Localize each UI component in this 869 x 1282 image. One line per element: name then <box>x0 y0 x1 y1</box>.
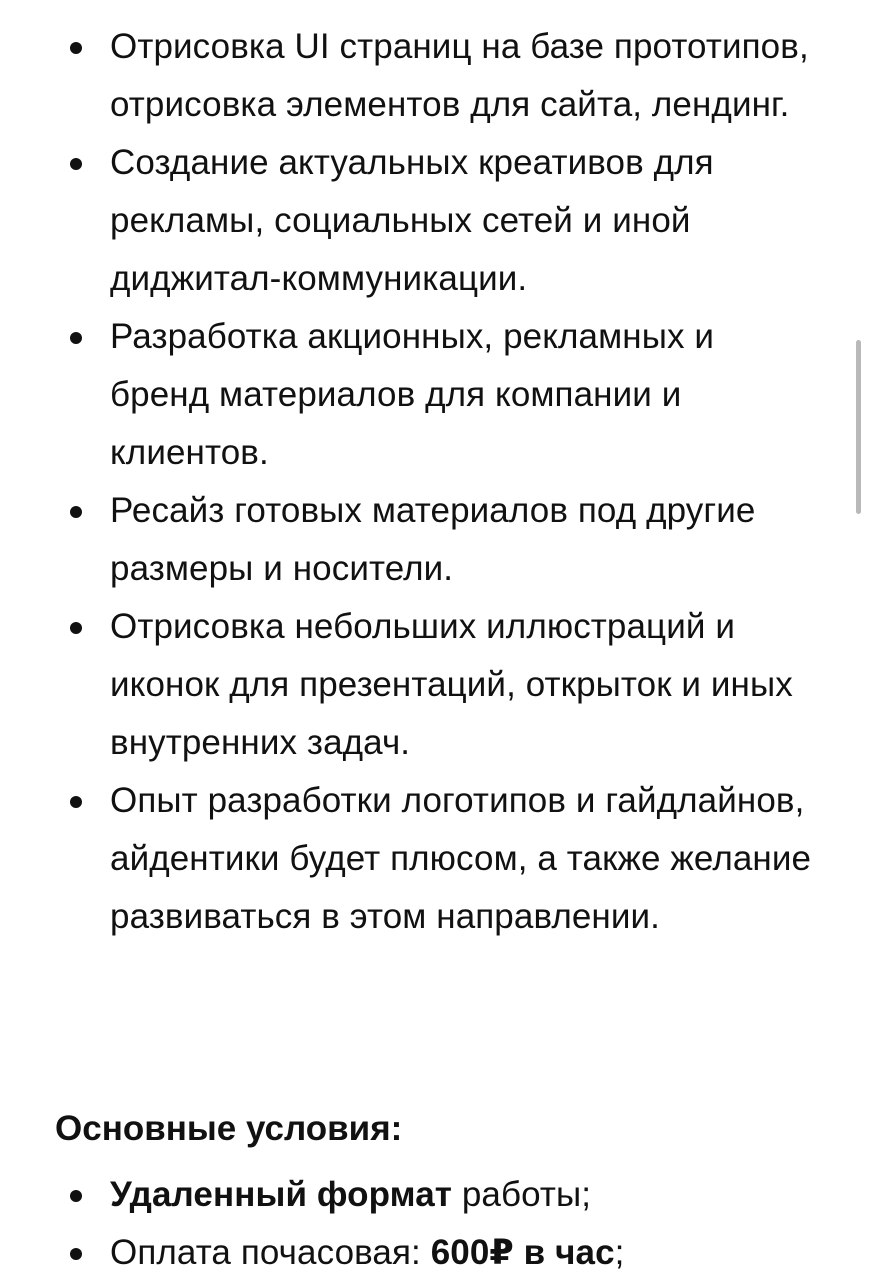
section-heading: Основные условия: <box>55 1109 403 1148</box>
bullet-icon <box>70 158 82 170</box>
condition-text: ; <box>614 1233 625 1272</box>
condition-bold-text: 600₽ в час <box>430 1233 615 1272</box>
bullet-icon <box>70 622 82 634</box>
duties-list <box>0 18 820 946</box>
condition-bold-text: Удаленный формат <box>110 1175 452 1214</box>
list-item-text: Отрисовка небольших иллюстраций и иконок для презентаций, открыток и иных внутренних задач. <box>110 607 793 762</box>
list-item <box>0 1224 820 1282</box>
bullet-icon <box>70 332 82 344</box>
bullet-icon <box>70 796 82 808</box>
conditions-list <box>0 1166 820 1282</box>
bullet-icon <box>70 1248 82 1260</box>
bullet-icon <box>70 506 82 518</box>
condition-text: работы; <box>452 1175 592 1214</box>
list-item-text: Создание актуальных креативов для рекламы, социальных сетей и иной диджитал-коммуникации. <box>110 143 714 298</box>
list-item <box>0 134 820 308</box>
list-item <box>0 308 820 482</box>
list-item-text: Ресайз готовых материалов под другие размеры и носители. <box>110 491 756 588</box>
bullet-icon <box>70 42 82 54</box>
bullet-icon <box>70 1190 82 1202</box>
scrollbar[interactable] <box>856 340 861 514</box>
list-item <box>0 772 820 946</box>
list-item-text: Разработка акционных, рекламных и бренд материалов для компании и клиентов. <box>110 317 715 472</box>
list-item <box>0 482 820 598</box>
list-item <box>0 1166 820 1224</box>
list-item-text: Отрисовка UI страниц на базе прототипов, отрисовка элементов для сайта, лендинг. <box>110 27 809 124</box>
list-item <box>0 18 820 134</box>
list-item-text: Опыт разработки логотипов и гайдлайнов, айдентики будет плюсом, а также желание развиваться в этом направлении. <box>110 781 812 936</box>
list-item <box>0 598 820 772</box>
condition-text: Оплата почасовая: <box>110 1233 431 1272</box>
